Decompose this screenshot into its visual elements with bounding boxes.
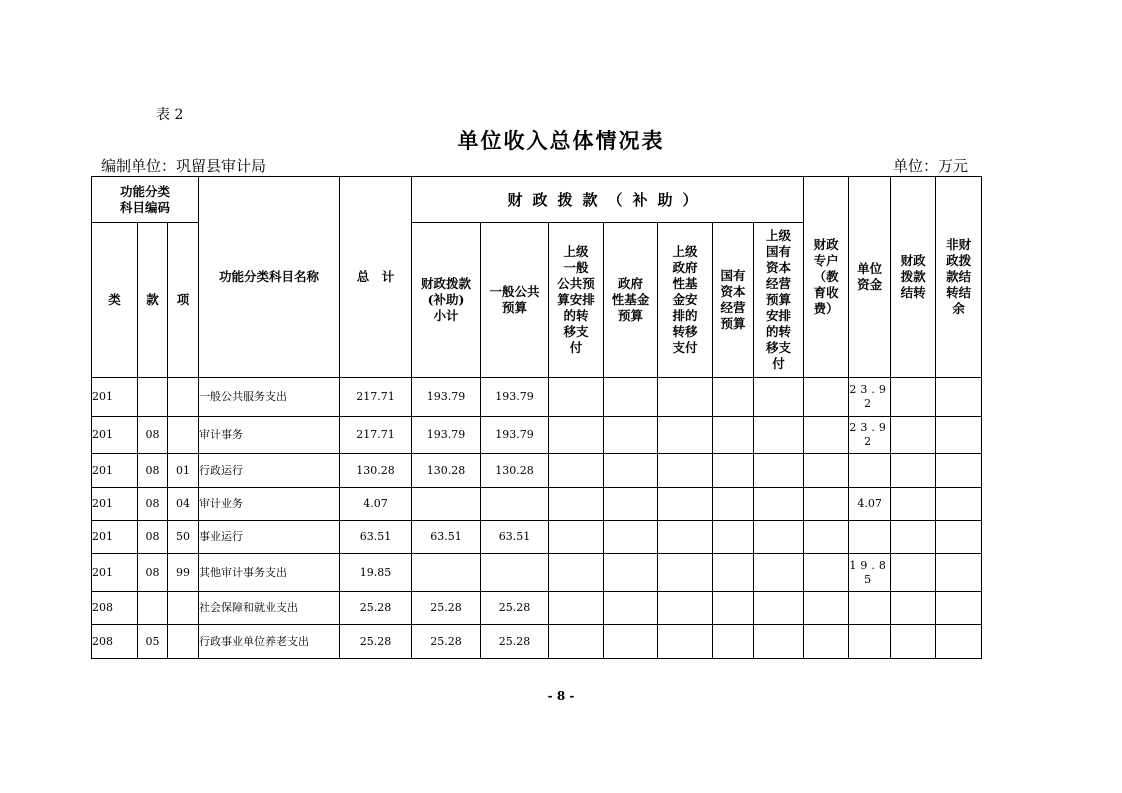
total-cell: 217.71 [340, 417, 412, 454]
subtotal-cell: 25.28 [412, 592, 481, 625]
subtotal-cell: 193.79 [412, 378, 481, 417]
xiang-cell: 04 [168, 488, 199, 521]
unit-funds-header: 单位 资金 [849, 177, 891, 378]
fiscal-subtotal-header: 财政拨款 (补助) 小计 [412, 223, 481, 378]
table-row [92, 488, 982, 521]
total-cell: 25.28 [340, 592, 412, 625]
income-table [91, 176, 982, 659]
func-name-cell: 审计业务 [199, 488, 340, 521]
xiang-cell: 99 [168, 554, 199, 592]
subtotal-cell: 25.28 [412, 625, 481, 659]
table-row [92, 417, 982, 454]
xiang-cell [168, 592, 199, 625]
lei-cell: 208 [92, 592, 138, 625]
unit-funds-cell [849, 454, 891, 488]
func-name-cell: 一般公共服务支出 [199, 378, 340, 417]
total-cell: 130.28 [340, 454, 412, 488]
general-cell: 63.51 [481, 521, 549, 554]
total-cell: 25.28 [340, 625, 412, 659]
fiscal-carryover-header: 财政 拨款 结转 [891, 177, 936, 378]
total-cell: 19.85 [340, 554, 412, 592]
kuan-cell: 08 [138, 554, 168, 592]
lei-cell: 208 [92, 625, 138, 659]
unit-funds-cell: 23.92 [849, 417, 891, 454]
upper-gov-fund-header: 上级 政府 性基 金安 排的 转移 支付 [658, 223, 713, 378]
xiang-cell [168, 625, 199, 659]
subtotal-cell: 193.79 [412, 417, 481, 454]
unit-funds-cell [849, 592, 891, 625]
kuan-cell [138, 592, 168, 625]
general-cell: 25.28 [481, 592, 549, 625]
page-number: - 8 - [547, 689, 575, 703]
table-number: 表 2 [156, 107, 184, 123]
xiang-cell: 01 [168, 454, 199, 488]
general-cell: 193.79 [481, 378, 549, 417]
table-row [92, 592, 982, 625]
kuan-cell: 08 [138, 417, 168, 454]
table-row [92, 625, 982, 659]
func-name-header: 功能分类科目名称 [199, 177, 340, 378]
table-row [92, 554, 982, 592]
gov-fund-header: 政府 性基金 预算 [604, 223, 658, 378]
general-cell [481, 554, 549, 592]
subtotal-cell [412, 488, 481, 521]
xiang-header: 项 [168, 223, 199, 378]
kuan-cell: 08 [138, 488, 168, 521]
upper-general-header: 上级 一般 公共预 算安排 的转 移支 付 [549, 223, 604, 378]
table-row [92, 378, 982, 417]
total-cell: 217.71 [340, 378, 412, 417]
general-cell: 130.28 [481, 454, 549, 488]
func-name-cell: 事业运行 [199, 521, 340, 554]
func-code-header: 功能分类 科目编码 [92, 177, 199, 223]
lei-cell: 201 [92, 521, 138, 554]
table-row [92, 521, 982, 554]
lei-cell: 201 [92, 488, 138, 521]
table-row [92, 454, 982, 488]
func-name-cell: 行政运行 [199, 454, 340, 488]
general-budget-header: 一般公共 预算 [481, 223, 549, 378]
kuan-cell [138, 378, 168, 417]
fiscal-special-header: 财政 专户 （教 育收 费） [804, 177, 849, 378]
state-capital-header: 国有 资本 经营 预算 [713, 223, 754, 378]
unit-funds-cell: 4.07 [849, 488, 891, 521]
kuan-cell: 05 [138, 625, 168, 659]
general-cell [481, 488, 549, 521]
func-name-cell: 审计事务 [199, 417, 340, 454]
kuan-cell: 08 [138, 521, 168, 554]
lei-header: 类 [92, 223, 138, 378]
fiscal-group-header: 财政拨款（补助） [412, 177, 804, 223]
lei-cell: 201 [92, 378, 138, 417]
xiang-cell: 50 [168, 521, 199, 554]
func-name-cell: 社会保障和就业支出 [199, 592, 340, 625]
unit-funds-cell [849, 625, 891, 659]
compiling-unit: 编制单位：巩留县审计局 [101, 157, 267, 175]
general-cell: 25.28 [481, 625, 549, 659]
subtotal-cell: 130.28 [412, 454, 481, 488]
lei-cell: 201 [92, 417, 138, 454]
lei-cell: 201 [92, 454, 138, 488]
xiang-cell [168, 378, 199, 417]
kuan-cell: 08 [138, 454, 168, 488]
total-header: 总 计 [340, 177, 412, 378]
xiang-cell [168, 417, 199, 454]
unit-funds-cell: 23.92 [849, 378, 891, 417]
func-name-cell: 行政事业单位养老支出 [199, 625, 340, 659]
unit-funds-cell [849, 521, 891, 554]
page-title: 单位收入总体情况表 [457, 128, 665, 153]
total-cell: 4.07 [340, 488, 412, 521]
kuan-header: 款 [138, 223, 168, 378]
func-name-cell: 其他审计事务支出 [199, 554, 340, 592]
subtotal-cell [412, 554, 481, 592]
nonfiscal-carryover-header: 非财 政拨 款结 转结 余 [936, 177, 982, 378]
lei-cell: 201 [92, 554, 138, 592]
currency-unit: 单位：万元 [893, 157, 969, 175]
subtotal-cell: 63.51 [412, 521, 481, 554]
general-cell: 193.79 [481, 417, 549, 454]
unit-funds-cell: 19.85 [849, 554, 891, 592]
total-cell: 63.51 [340, 521, 412, 554]
upper-state-capital-header: 上级 国有 资本 经营 预算 安排 的转 移支 付 [754, 223, 804, 378]
